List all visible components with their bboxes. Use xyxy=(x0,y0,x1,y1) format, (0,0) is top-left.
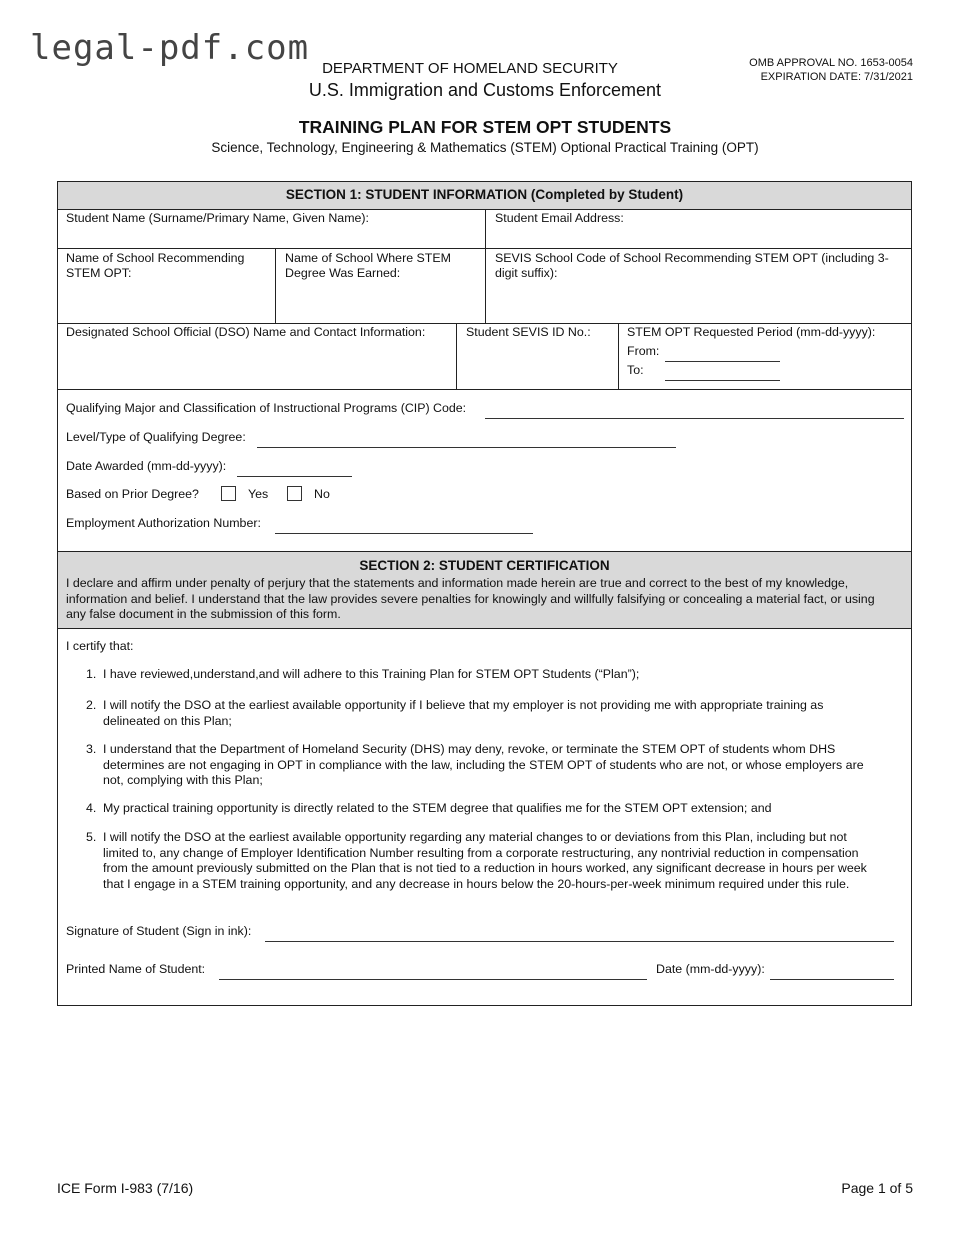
printed-name-field[interactable] xyxy=(219,979,647,980)
degree-level-field[interactable] xyxy=(257,447,676,448)
agency-name: U.S. Immigration and Customs Enforcement xyxy=(308,80,662,100)
prior-degree-no-label: No xyxy=(314,487,330,501)
requested-period-label: STEM OPT Requested Period (mm-dd-yyyy): xyxy=(627,325,876,339)
prior-degree-no-checkbox[interactable] xyxy=(287,486,302,501)
ead-number-label: Employment Authorization Number: xyxy=(66,516,261,530)
cert-item-5: 5. I will notify the DSO at the earliest available opportunity regarding any material changes to or deviations from this Plan, including but not limited to, any change of Employer Identification Number resulting from a corporate restructuring, any nontrivial reduction in compensation from the amount previously submitted on the Plan that is not tied to a reduction in hours worked, any significant decrease in hours per week that I engage in a STEM training opportunity, and any decrease in hours below the 20-hours-per-week minimum required under this rule. xyxy=(86,830,867,891)
sevis-id-label: Student SEVIS ID No.: xyxy=(466,325,591,339)
page-number: Page 1 of 5 xyxy=(841,1180,913,1196)
department-name: DEPARTMENT OF HOMELAND SECURITY xyxy=(322,60,618,77)
section2-heading: SECTION 2: STUDENT CERTIFICATION xyxy=(359,558,610,573)
form-title: TRAINING PLAN FOR STEM OPT STUDENTS xyxy=(298,117,672,137)
sevis-school-code-label: SEVIS School Code of School Recommending STEM OPT (including 3-digit suffix): xyxy=(495,251,889,280)
printed-name-label: Printed Name of Student: xyxy=(66,962,206,976)
cip-code-label: Qualifying Major and Classification of Instructional Programs (CIP) Code: xyxy=(66,401,467,415)
form-id: ICE Form I-983 (7/16) xyxy=(57,1180,194,1196)
certify-intro: I certify that: xyxy=(66,639,134,653)
omb-approval: OMB APPROVAL NO. 1653-0054 xyxy=(749,57,913,69)
prior-degree-yes-label: Yes xyxy=(248,487,269,501)
student-email-label: Student Email Address: xyxy=(495,211,624,225)
section2-declaration: I declare and affirm under penalty of perjury that the statements and information made herein are true and correct to the best of my knowledge, information and belief. I understand that the law provides severe penalties for knowingly and willfully falsifying or concealing a material fact, or using any false document in the submission of this form. xyxy=(66,576,875,621)
date-awarded-field[interactable] xyxy=(237,476,352,477)
cert-item-3: 3. I understand that the Department of Homeland Security (DHS) may deny, revoke, or terminate the STEM OPT of students whom DHS determines are not engaging in OPT in compliance with the law, including the STEM OPT of students who are not, or whose employers are not, complying with this Plan; xyxy=(86,742,864,787)
section1-heading: SECTION 1: STUDENT INFORMATION (Completed by Student) xyxy=(285,187,684,202)
to-label: To: xyxy=(627,363,644,377)
expiration-date: EXPIRATION DATE: 7/31/2021 xyxy=(760,71,913,83)
degree-level-label: Level/Type of Qualifying Degree: xyxy=(66,430,246,444)
cert-item-1: 1. I have reviewed,understand,and will adhere to this Training Plan for STEM OPT Students (“Plan”); xyxy=(86,667,640,681)
school-earned-label: Name of School Where STEM Degree Was Earned: xyxy=(285,251,451,280)
watermark: legal-pdf.com xyxy=(30,28,310,68)
date-label: Date (mm-dd-yyyy): xyxy=(656,962,765,976)
dso-info-label: Designated School Official (DSO) Name and Contact Information: xyxy=(66,325,426,339)
to-date-field[interactable] xyxy=(665,380,780,381)
from-date-field[interactable] xyxy=(665,361,780,362)
cert-item-4: 4. My practical training opportunity is directly related to the STEM degree that qualifies me for the STEM OPT extension; and xyxy=(86,801,772,815)
prior-degree-label: Based on Prior Degree? xyxy=(66,487,199,501)
from-label: From: xyxy=(627,344,660,358)
prior-degree-yes-checkbox[interactable] xyxy=(221,486,236,501)
date-field[interactable] xyxy=(770,979,894,980)
school-recommending-label: Name of School Recommending STEM OPT: xyxy=(66,251,245,280)
omb-info xyxy=(749,56,913,84)
training-plan-form xyxy=(57,181,912,1006)
form-subtitle: Science, Technology, Engineering & Mathematics (STEM) Optional Practical Training (OPT) xyxy=(211,140,759,155)
signature-field[interactable] xyxy=(265,941,894,942)
ead-number-field[interactable] xyxy=(275,533,533,534)
cert-item-2: 2. I will notify the DSO at the earliest available opportunity if I believe that my employer is not providing me with appropriate training as delineated on this Plan; xyxy=(86,698,824,728)
cip-code-field[interactable] xyxy=(485,418,904,419)
signature-label: Signature of Student (Sign in ink): xyxy=(66,924,252,938)
student-name-label: Student Name (Surname/Primary Name, Given Name): xyxy=(66,211,369,225)
date-awarded-label: Date Awarded (mm-dd-yyyy): xyxy=(66,459,227,473)
